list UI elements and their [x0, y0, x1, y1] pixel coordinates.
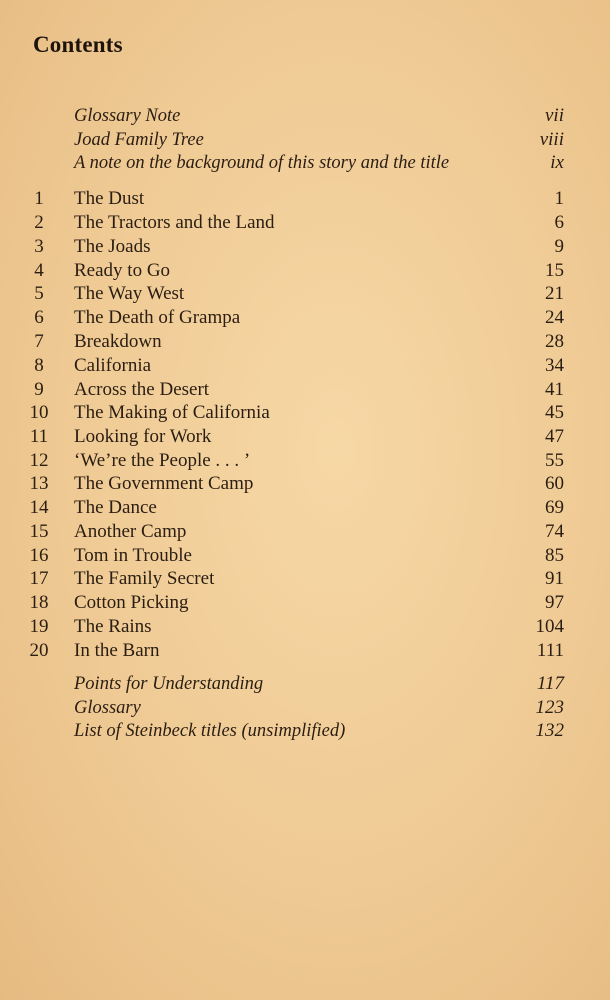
toc-chapter-row[interactable]: [0, 211, 610, 235]
chapter-page: 69: [545, 497, 564, 518]
toc-entry-glossary[interactable]: [0, 696, 610, 720]
toc-chapter-row[interactable]: [0, 235, 610, 259]
toc-entry-label: Joad Family Tree: [74, 130, 204, 150]
toc-chapter-row[interactable]: [0, 330, 610, 354]
chapter-title: California: [74, 355, 152, 376]
chapter-title: Another Camp: [74, 521, 187, 542]
chapter-number: 18: [29, 592, 49, 613]
toc-chapter-row[interactable]: [0, 639, 610, 663]
chapter-number: 4: [34, 260, 44, 281]
toc-entry-page: ix: [550, 152, 564, 173]
chapter-title: ‘We’re the People . . . ’: [74, 450, 251, 471]
chapter-number: 11: [29, 426, 49, 447]
chapter-number: 15: [29, 521, 49, 542]
toc-entry-label: List of Steinbeck titles (unsimplified): [74, 721, 346, 741]
chapter-number: 16: [29, 545, 49, 566]
toc-entry-steinbeck-titles[interactable]: [0, 719, 610, 743]
toc-chapter-row[interactable]: [0, 306, 610, 330]
chapter-number: 3: [34, 236, 44, 257]
chapter-number: 14: [29, 497, 49, 518]
page-title: Contents: [33, 32, 123, 57]
chapter-page: 91: [545, 568, 564, 589]
chapter-page: 74: [545, 521, 564, 542]
chapter-page: 28: [545, 331, 564, 352]
chapter-title: The Tractors and the Land: [74, 212, 275, 233]
toc-entry-background-note[interactable]: [0, 151, 610, 175]
chapter-title: Cotton Picking: [74, 592, 189, 613]
toc-entry-page: 123: [535, 697, 564, 718]
toc-entry-page: vii: [545, 105, 564, 126]
chapter-title: Breakdown: [74, 331, 162, 352]
toc-entry-label: Points for Understanding: [74, 674, 264, 694]
toc-chapter-row[interactable]: [0, 282, 610, 306]
chapter-page: 55: [545, 450, 564, 471]
toc-chapter-row[interactable]: [0, 187, 610, 211]
chapter-title: In the Barn: [74, 640, 160, 661]
toc-chapter-row[interactable]: [0, 425, 610, 449]
chapter-title: The Family Secret: [74, 568, 215, 589]
chapter-title: The Government Camp: [74, 473, 254, 494]
chapter-title: The Rains: [74, 616, 152, 637]
chapter-number: 13: [29, 473, 49, 494]
chapter-page: 45: [545, 402, 564, 423]
toc-chapter-row[interactable]: [0, 496, 610, 520]
toc-chapter-row[interactable]: [0, 520, 610, 544]
toc-chapter-row[interactable]: [0, 544, 610, 568]
toc-chapter-row[interactable]: [0, 567, 610, 591]
chapter-page: 41: [545, 379, 564, 400]
toc-chapter-row[interactable]: [0, 615, 610, 639]
toc-entry-glossary-note[interactable]: [0, 104, 610, 128]
chapter-page: 24: [545, 307, 564, 328]
chapter-number: 9: [34, 379, 44, 400]
chapter-title: The Dance: [74, 497, 157, 518]
chapter-number: 17: [29, 568, 49, 589]
chapter-page: 1: [554, 188, 564, 209]
toc-entry-label: Glossary: [74, 698, 141, 718]
chapter-number: 19: [29, 616, 49, 637]
toc-chapter-row[interactable]: [0, 354, 610, 378]
chapter-title: Ready to Go: [74, 260, 171, 281]
toc-chapter-row[interactable]: [0, 449, 610, 473]
chapter-page: 111: [536, 640, 564, 661]
toc-entry-joad-family-tree[interactable]: [0, 128, 610, 152]
chapter-number: 10: [29, 402, 49, 423]
chapter-title: The Joads: [74, 236, 151, 257]
chapter-number: 8: [34, 355, 44, 376]
chapter-title: The Making of California: [74, 402, 270, 423]
toc-chapter-row[interactable]: [0, 378, 610, 402]
chapter-page: 97: [545, 592, 564, 613]
chapter-number: 7: [34, 331, 44, 352]
chapter-page: 21: [545, 283, 564, 304]
chapter-title: The Way West: [74, 283, 185, 304]
toc-entry-page: viii: [539, 129, 564, 150]
chapter-number: 6: [34, 307, 44, 328]
chapter-title: Across the Desert: [74, 379, 210, 400]
toc-chapter-row[interactable]: [0, 259, 610, 283]
chapter-page: 34: [545, 355, 564, 376]
chapter-page: 6: [554, 212, 564, 233]
toc-entry-points-for-understanding[interactable]: [0, 672, 610, 696]
toc-entry-label: Glossary Note: [74, 106, 181, 126]
toc-chapter-row[interactable]: [0, 591, 610, 615]
chapter-page: 15: [545, 260, 564, 281]
chapter-title: Tom in Trouble: [74, 545, 192, 566]
chapter-title: Looking for Work: [74, 426, 212, 447]
toc-chapter-row[interactable]: [0, 401, 610, 425]
chapter-number: 5: [34, 283, 44, 304]
chapter-number: 12: [29, 450, 49, 471]
chapter-page: 85: [545, 545, 564, 566]
toc-entry-label: A note on the background of this story and the title: [74, 153, 450, 173]
toc-chapter-row[interactable]: [0, 472, 610, 496]
toc-entry-page: 117: [536, 673, 564, 694]
chapter-number: 1: [34, 188, 44, 209]
toc-entry-page: 132: [535, 720, 564, 741]
chapter-page: 60: [545, 473, 564, 494]
chapter-title: The Death of Grampa: [74, 307, 241, 328]
chapter-number: 2: [34, 212, 44, 233]
chapter-number: 20: [29, 640, 49, 661]
chapter-page: 47: [545, 426, 564, 447]
chapter-title: The Dust: [74, 188, 145, 209]
chapter-page: 9: [554, 236, 564, 257]
chapter-page: 104: [535, 616, 564, 637]
